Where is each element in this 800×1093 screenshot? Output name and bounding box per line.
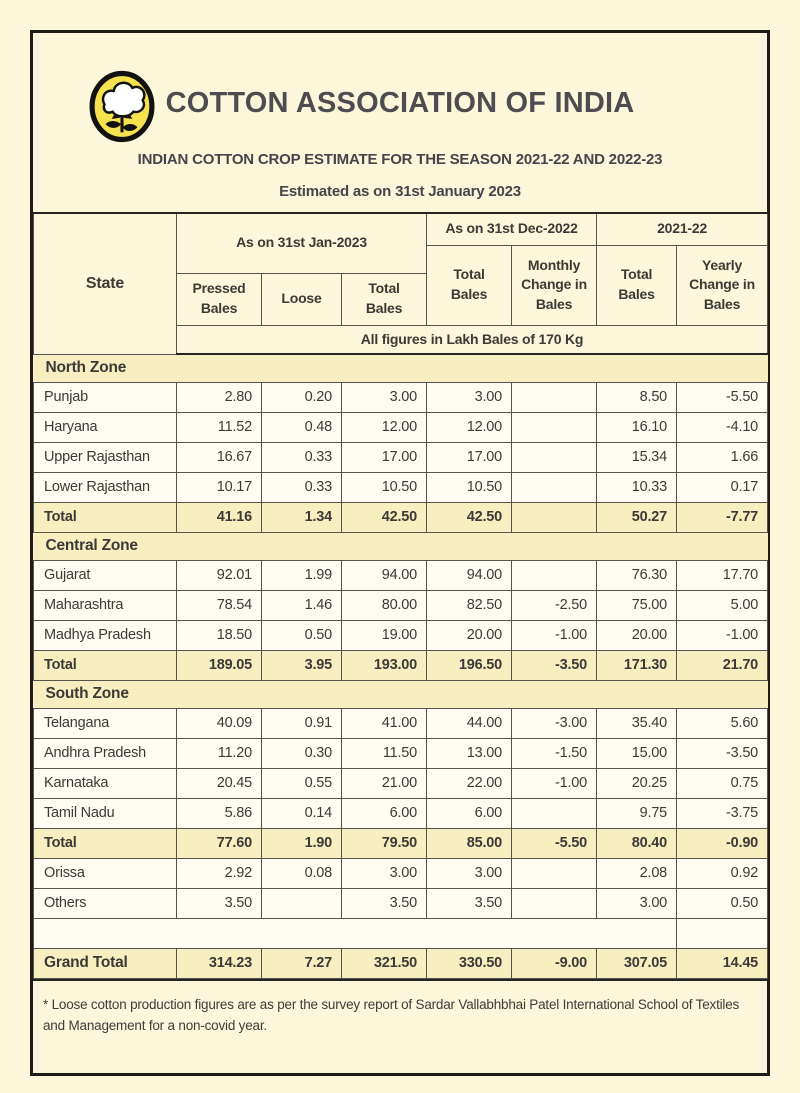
value-cell: -4.10 [677, 412, 768, 442]
value-cell: 15.00 [597, 738, 677, 768]
value-cell: 21.70 [677, 650, 768, 680]
report-subtitle: INDIAN COTTON CROP ESTIMATE FOR THE SEASON 2021-22 AND 2022-23 [137, 151, 663, 168]
unit-note: All figures in Lakh Bales of 170 Kg [177, 325, 768, 354]
state-name-cell: Karnataka [34, 768, 177, 798]
value-cell: 3.00 [342, 858, 427, 888]
zone-label: Central Zone [34, 532, 768, 560]
col-header-pressed-bales: Pressed Bales [177, 273, 262, 325]
state-name-cell: Punjab [34, 382, 177, 412]
spacer-row [34, 918, 768, 948]
grand-total-row [34, 948, 768, 978]
state-data-row [34, 888, 768, 918]
value-cell: 0.17 [677, 472, 768, 502]
state-name-cell: Total [34, 828, 177, 858]
zone-label: South Zone [34, 680, 768, 708]
value-cell: 42.50 [342, 502, 427, 532]
col-group-dec-2022: As on 31st Dec-2022 [427, 213, 597, 245]
value-cell: 3.00 [427, 382, 512, 412]
value-cell [512, 798, 597, 828]
value-cell: 18.50 [177, 620, 262, 650]
value-cell: 85.00 [427, 828, 512, 858]
value-cell: 75.00 [597, 590, 677, 620]
value-cell: 5.86 [177, 798, 262, 828]
value-cell: 0.33 [262, 442, 342, 472]
value-cell: 17.00 [342, 442, 427, 472]
col-header-yearly-change: Yearly Change in Bales [677, 245, 768, 325]
value-cell [512, 442, 597, 472]
value-cell: -3.00 [512, 708, 597, 738]
value-cell: 10.33 [597, 472, 677, 502]
state-name-cell: Telangana [34, 708, 177, 738]
value-cell: 79.50 [342, 828, 427, 858]
value-cell [512, 382, 597, 412]
value-cell: 22.00 [427, 768, 512, 798]
value-cell: 3.00 [427, 858, 512, 888]
value-cell: -5.50 [512, 828, 597, 858]
zone-header-row [34, 532, 768, 560]
cotton-boll-logo-icon [89, 68, 155, 145]
state-name-cell: Andhra Pradesh [34, 738, 177, 768]
value-cell: 77.60 [177, 828, 262, 858]
value-cell: 40.09 [177, 708, 262, 738]
value-cell: 35.40 [597, 708, 677, 738]
value-cell: 94.00 [427, 560, 512, 590]
value-cell: 5.00 [677, 590, 768, 620]
value-cell: 76.30 [597, 560, 677, 590]
value-cell: -3.50 [677, 738, 768, 768]
value-cell: 8.50 [597, 382, 677, 412]
page-title: COTTON ASSOCIATION OF INDIA [165, 87, 635, 119]
table-header [34, 213, 768, 354]
spacer-cell [34, 918, 677, 948]
col-header-jan-total-bales: Total Bales [342, 273, 427, 325]
state-name-cell: Orissa [34, 858, 177, 888]
footnote: * Loose cotton production figures are as per the survey report of Sardar Vallabhbhai Patel International School of Textiles and Management for a non-covid year. [33, 979, 767, 1037]
value-cell: 193.00 [342, 650, 427, 680]
value-cell: 16.10 [597, 412, 677, 442]
value-cell: 189.05 [177, 650, 262, 680]
state-name-cell: Grand Total [34, 948, 177, 978]
value-cell: 44.00 [427, 708, 512, 738]
value-cell: 2.08 [597, 858, 677, 888]
zone-header-row [34, 680, 768, 708]
value-cell [512, 502, 597, 532]
value-cell [512, 858, 597, 888]
zone-total-row [34, 650, 768, 680]
value-cell: 3.00 [597, 888, 677, 918]
value-cell: 78.54 [177, 590, 262, 620]
value-cell: -1.00 [512, 768, 597, 798]
zone-label: North Zone [34, 354, 768, 382]
value-cell: 3.00 [342, 382, 427, 412]
value-cell: 17.00 [427, 442, 512, 472]
state-data-row [34, 472, 768, 502]
report-card [30, 30, 770, 1076]
value-cell: 2.92 [177, 858, 262, 888]
value-cell: 7.27 [262, 948, 342, 978]
value-cell: 0.50 [262, 620, 342, 650]
value-cell: 0.33 [262, 472, 342, 502]
value-cell: 20.45 [177, 768, 262, 798]
value-cell: 42.50 [427, 502, 512, 532]
value-cell: 12.00 [427, 412, 512, 442]
value-cell: 6.00 [342, 798, 427, 828]
value-cell: 50.27 [597, 502, 677, 532]
value-cell: 0.48 [262, 412, 342, 442]
estimate-date: Estimated as on 31st January 2023 [279, 183, 521, 200]
value-cell: 0.55 [262, 768, 342, 798]
state-data-row [34, 560, 768, 590]
value-cell: 10.17 [177, 472, 262, 502]
report-header [33, 33, 767, 212]
value-cell: 21.00 [342, 768, 427, 798]
state-data-row [34, 708, 768, 738]
value-cell: 0.08 [262, 858, 342, 888]
value-cell [512, 560, 597, 590]
state-data-row [34, 798, 768, 828]
zone-total-row [34, 502, 768, 532]
state-name-cell: Lower Rajasthan [34, 472, 177, 502]
value-cell: 0.75 [677, 768, 768, 798]
value-cell: 3.50 [177, 888, 262, 918]
col-header-loose: Loose [262, 273, 342, 325]
value-cell: 0.30 [262, 738, 342, 768]
value-cell: -1.00 [677, 620, 768, 650]
state-data-row [34, 442, 768, 472]
col-group-2021-22: 2021-22 [597, 213, 768, 245]
value-cell: -7.77 [677, 502, 768, 532]
value-cell: -3.50 [512, 650, 597, 680]
value-cell: -1.50 [512, 738, 597, 768]
value-cell [512, 888, 597, 918]
state-data-row [34, 768, 768, 798]
value-cell: 20.00 [427, 620, 512, 650]
state-name-cell: Maharashtra [34, 590, 177, 620]
state-name-cell: Others [34, 888, 177, 918]
value-cell: 1.90 [262, 828, 342, 858]
value-cell: 11.52 [177, 412, 262, 442]
value-cell: 9.75 [597, 798, 677, 828]
value-cell: 0.20 [262, 382, 342, 412]
state-data-row [34, 620, 768, 650]
value-cell: 10.50 [342, 472, 427, 502]
crop-estimate-table [33, 212, 768, 979]
state-name-cell: Haryana [34, 412, 177, 442]
value-cell: 3.50 [427, 888, 512, 918]
table-body [34, 354, 768, 978]
value-cell: 20.00 [597, 620, 677, 650]
value-cell: 0.14 [262, 798, 342, 828]
value-cell: 17.70 [677, 560, 768, 590]
value-cell: 82.50 [427, 590, 512, 620]
value-cell: 11.20 [177, 738, 262, 768]
value-cell: 1.34 [262, 502, 342, 532]
state-name-cell: Total [34, 650, 177, 680]
value-cell: 3.95 [262, 650, 342, 680]
value-cell: -0.90 [677, 828, 768, 858]
value-cell: 2.80 [177, 382, 262, 412]
col-group-jan-2023: As on 31st Jan-2023 [177, 213, 427, 273]
value-cell: 92.01 [177, 560, 262, 590]
value-cell [512, 412, 597, 442]
state-data-row [34, 382, 768, 412]
value-cell: 15.34 [597, 442, 677, 472]
value-cell: -9.00 [512, 948, 597, 978]
value-cell [262, 888, 342, 918]
value-cell: 314.23 [177, 948, 262, 978]
value-cell: 80.00 [342, 590, 427, 620]
value-cell: 1.46 [262, 590, 342, 620]
value-cell: 16.67 [177, 442, 262, 472]
state-data-row [34, 590, 768, 620]
value-cell: 0.50 [677, 888, 768, 918]
state-data-row [34, 858, 768, 888]
value-cell: 10.50 [427, 472, 512, 502]
col-header-monthly-change: Monthly Change in Bales [512, 245, 597, 325]
value-cell [512, 472, 597, 502]
value-cell: 196.50 [427, 650, 512, 680]
col-header-dec-total-bales: Total Bales [427, 245, 512, 325]
value-cell: 3.50 [342, 888, 427, 918]
state-name-cell: Total [34, 502, 177, 532]
value-cell: 94.00 [342, 560, 427, 590]
col-header-prev-total-bales: Total Bales [597, 245, 677, 325]
value-cell: 14.45 [677, 948, 768, 978]
value-cell: 1.99 [262, 560, 342, 590]
state-name-cell: Tamil Nadu [34, 798, 177, 828]
state-name-cell: Gujarat [34, 560, 177, 590]
state-data-row [34, 738, 768, 768]
value-cell: 321.50 [342, 948, 427, 978]
value-cell: 307.05 [597, 948, 677, 978]
zone-header-row [34, 354, 768, 382]
value-cell: 171.30 [597, 650, 677, 680]
value-cell: 1.66 [677, 442, 768, 472]
col-header-state: State [34, 213, 177, 354]
value-cell: 6.00 [427, 798, 512, 828]
state-name-cell: Upper Rajasthan [34, 442, 177, 472]
value-cell: 41.16 [177, 502, 262, 532]
state-data-row [34, 412, 768, 442]
value-cell: 13.00 [427, 738, 512, 768]
value-cell: -1.00 [512, 620, 597, 650]
state-name-cell: Madhya Pradesh [34, 620, 177, 650]
value-cell: 41.00 [342, 708, 427, 738]
value-cell: 11.50 [342, 738, 427, 768]
value-cell: 0.91 [262, 708, 342, 738]
value-cell: 19.00 [342, 620, 427, 650]
value-cell: -5.50 [677, 382, 768, 412]
spacer-cell-last [677, 918, 768, 948]
value-cell: 0.92 [677, 858, 768, 888]
value-cell: 5.60 [677, 708, 768, 738]
value-cell: 12.00 [342, 412, 427, 442]
value-cell: 80.40 [597, 828, 677, 858]
value-cell: 20.25 [597, 768, 677, 798]
value-cell: 330.50 [427, 948, 512, 978]
value-cell: -3.75 [677, 798, 768, 828]
zone-total-row [34, 828, 768, 858]
value-cell: -2.50 [512, 590, 597, 620]
